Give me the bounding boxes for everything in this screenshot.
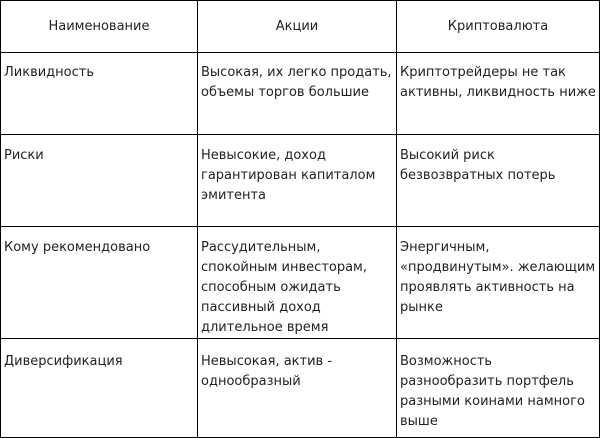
stocks-cell: Невысокая, актив - однообразный [198,339,397,438]
table-row [1,227,600,339]
row-label: Ликвидность [1,53,198,135]
table-row [1,53,600,135]
stocks-cell: Высокая, их легко продать, объемы торгов большие [198,53,397,135]
stocks-cell: Рассудительным, спокойным инвесторам, способным ожидать пассивный доход длительное время [198,227,397,339]
crypto-cell: Криптотрейдеры не так активны, ликвидность ниже [397,53,600,135]
row-label: Диверсификация [1,339,198,438]
header-crypto: Криптовалюта [397,1,600,53]
header-stocks: Акции [198,1,397,53]
header-row [1,1,600,53]
stocks-cell: Невысокие, доход гарантирован капиталом эмитента [198,135,397,227]
row-label: Риски [1,135,198,227]
crypto-cell: Возможность разнообразить портфель разными коинами намного выше [397,339,600,438]
crypto-cell: Высокий риск безвозвратных потерь [397,135,600,227]
crypto-cell: Энергичным, «продвинутым». желающим проявлять активность на рынке [397,227,600,339]
table-row [1,135,600,227]
row-label: Кому рекомендовано [1,227,198,339]
header-name: Наименование [1,1,198,53]
